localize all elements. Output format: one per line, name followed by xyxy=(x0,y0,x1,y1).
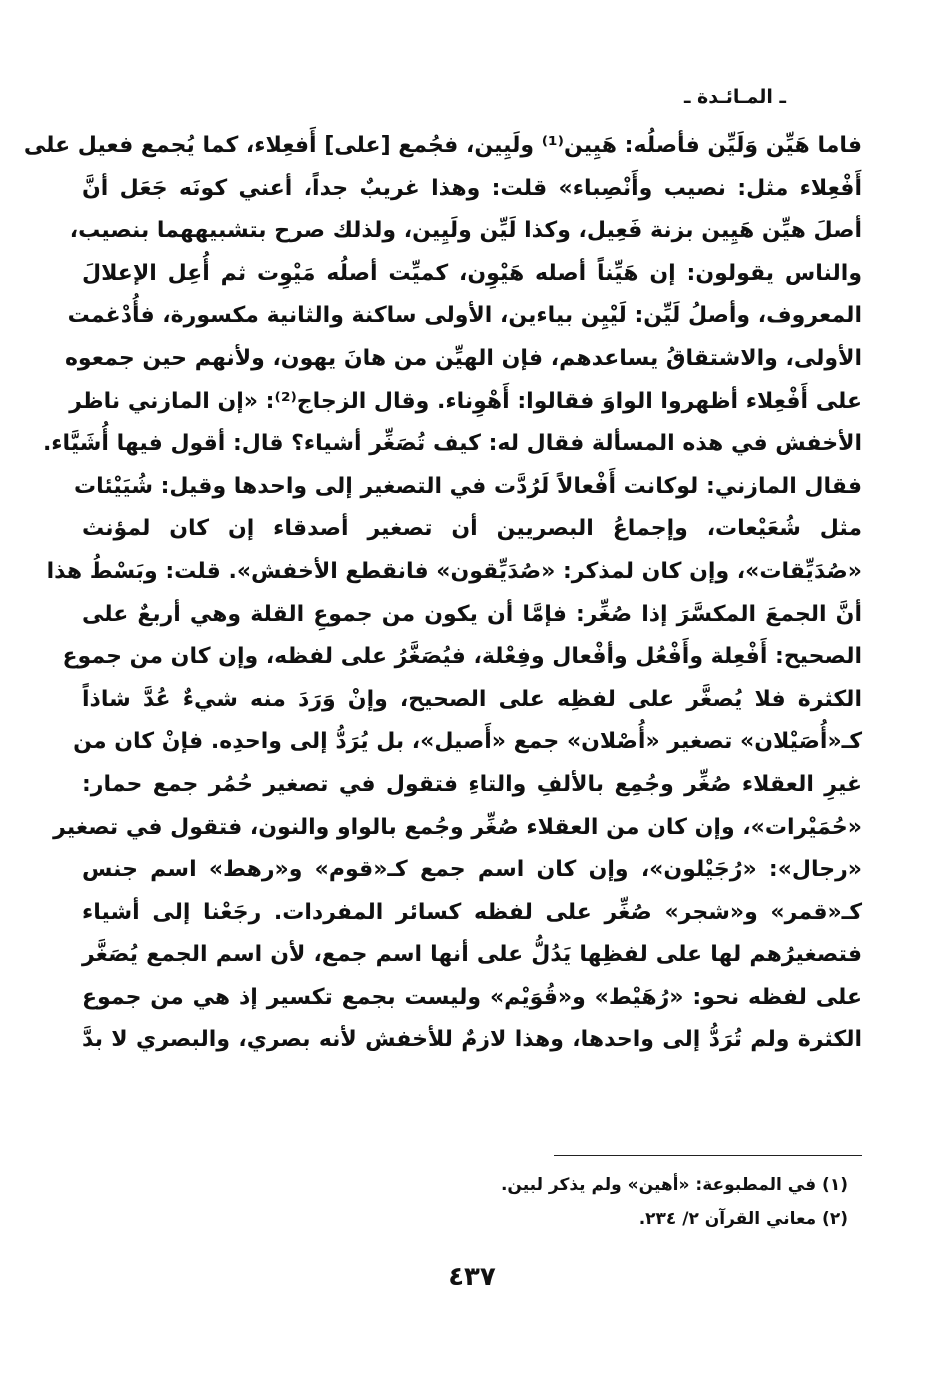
text-line: مثل شُعَيْعات، وإجماعُ البصريين أن تصغير أصدقاء إن كان لمؤنث xyxy=(82,516,862,542)
text-line: والناس يقولون: إن هَيِّناً أصله هَيْوِن، كميِّت أصلُه مَيْوِت ثم أُعِل الإعلالَ xyxy=(82,260,862,286)
text-line: فاما هَيِّن وَلَيِّن فأصلُه: هَيِين⁽¹⁾ ولَيِين، فجُمع [على] أَفعِلاء، كما يُجمع فعيل على xyxy=(23,133,862,158)
text-line: كـ«أُصَيْلان» تصغير «أُصْلان» جمع «أَصيل»، بل يُرَدُّ إلى واحدِه. فإنْ كان من xyxy=(73,729,862,755)
footnote-2: (٢) معاني القرآن ٢/ ٢٣٤. xyxy=(638,1209,848,1229)
text-line: أَفْعِلاء مثل: نصيب وأَنْصِباء» قلت: وهذا غريبٌ جداً، أعني كونَه جَعَل أنَّ xyxy=(82,175,862,201)
page-number: ٤٣٧ xyxy=(448,1262,496,1292)
text-line: الكثرة فلا يُصغَّر على لفظِه على الصحيح، وإنْ وَرَدَ منه شيءٌ عُدَّ شاذاً xyxy=(82,686,862,712)
text-line: الصحيح: أَفْعِلة وأَفْعُل وأفْعال وفِعْلة، فيُصَغَّرُ على لفظه، وإن كان من جموع xyxy=(62,644,862,670)
text-line: «رجال»: «رُجَيْلون»، وإن كان اسم جمع كـ«قوم» و«رهط» اسم جنس xyxy=(82,857,862,883)
text-line: المعروف، وأصلُ لَيِّن: لَيْيِن بياءين، الأولى ساكنة والثانية مكسورة، فأُدْغمت xyxy=(67,303,862,329)
text-line: الأخفش في هذه المسألة فقال له: كيف تُصَغِّر أشياء؟ قال: أقول فيها أُشَيَّاء. xyxy=(42,431,862,457)
text-line: كـ«قمر» و«شجر» صُغِّر على لفظه كسائر المفردات. رجَعْنا إلى أشياء xyxy=(82,899,862,925)
footnote-separator xyxy=(554,1155,862,1156)
text-line: أنَّ الجمعَ المكسَّرَ إذا صُغِّر: فإمَّا أن يكون من جموعِ القلة وهي أربعٌ على xyxy=(82,601,862,627)
text-line: فتصغيرُهم لها على لفظِها يَدُلُّ على أنها اسم جمع، لأن اسم الجمع يُصَغَّر xyxy=(82,942,862,968)
text-line: غيرِ العقلاء صُغِّر وجُمِع بالألفِ والتاءِ فتقول في تصغير حُمُر جمع حمار: xyxy=(82,771,862,797)
text-line: أصلَ هيِّن هَيِين بزنة فَعِيل، وكذا لَيِّن ولَيِين، ولذلك صرح بتشبيههما بنصيب، xyxy=(69,218,862,244)
text-line: الكثرة ولم تُرَدُّ إلى واحدها، وهذا لازمٌ للأخفش لأنه بصري، والبصري لا بدَّ xyxy=(82,1027,862,1053)
main-text xyxy=(23,125,862,1062)
text-line: على أَفْعِلاء أظهروا الواوَ فقالوا: أَهْوِناء. وقال الزجاج⁽²⁾: «إن المازني ناظر xyxy=(69,388,862,414)
text-line: على لفظه نحو: «رُهَيْط» و«قُوَيْم» وليست بجمع تكسير إذ هي من جموع xyxy=(82,984,862,1010)
text-line: فقال المازني: لوكانت أَفْعالاً لَرُدَّت في التصغير إلى واحدها وقيل: شُيَيْئات xyxy=(74,473,862,499)
text-line: الأولى، والاشتقاقُ يساعدهم، فإن الهيِّن من هانَ يهون، ولأنهم حين جمعوه xyxy=(64,345,862,371)
footnote-1: (١) في المطبوعة: «أهين» ولم يذكر لبين. xyxy=(500,1175,848,1195)
footnotes xyxy=(88,1168,848,1236)
text-line: «صُدَيِّقات»، وإن كان لمذكر: «صُدَيِّقون» فانقطع الأخفش». قلت: وبَسْطُ هذا xyxy=(46,558,862,584)
text-line: «حُمَيْرات»، وإن كان من العقلاء صُغِّر وجُمع بالواو والنون، فتقول في تصغير xyxy=(53,814,862,840)
running-header: ـ المـائـدة ـ xyxy=(683,86,786,108)
